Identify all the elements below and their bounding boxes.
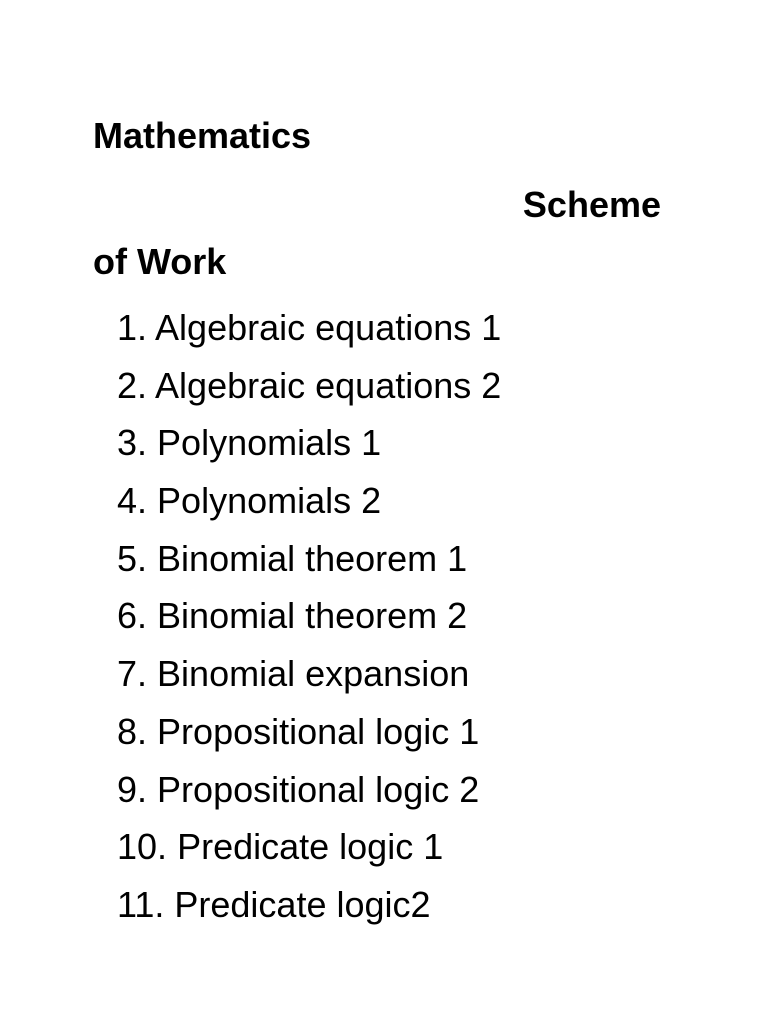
list-item-text: Polynomials 1 <box>157 422 382 464</box>
list-item-text: Predicate logic2 <box>174 883 431 925</box>
list-item <box>117 883 501 941</box>
title-line-mathematics: Mathematics <box>93 115 312 156</box>
list-item <box>117 421 501 479</box>
list-item-number: 8. <box>117 710 148 752</box>
list-item-number: 9. <box>117 768 148 810</box>
list-item-number: 11. <box>117 883 165 925</box>
list-item-text: Binomial expansion <box>157 653 470 695</box>
list-item-number: 5. <box>117 537 148 579</box>
list-item-text: Predicate logic 1 <box>177 826 444 868</box>
list-item-text: Binomial theorem 1 <box>157 537 468 579</box>
list-item-text: Propositional logic 1 <box>157 710 480 752</box>
list-item-text: Binomial theorem 2 <box>157 595 468 637</box>
list-item-text: Algebraic equations 1 <box>155 307 502 348</box>
list-item <box>117 479 501 537</box>
list-item-text: Propositional logic 2 <box>157 768 480 810</box>
list-item-text: Algebraic equations 2 <box>155 364 502 406</box>
list-item <box>117 710 501 768</box>
list-item-number: 2. <box>117 364 148 406</box>
list-item <box>117 594 501 652</box>
topic-list <box>117 306 501 941</box>
title-line-of-work: of Work <box>93 241 227 282</box>
list-item-number: 10. <box>117 826 168 868</box>
list-item <box>117 768 501 826</box>
list-item-text: Polynomials 2 <box>157 480 382 522</box>
list-item-number: 7. <box>117 653 148 695</box>
title-line-scheme: Scheme <box>522 184 661 225</box>
list-item <box>117 537 501 595</box>
list-item <box>117 825 501 883</box>
list-item-number: 1. <box>117 307 148 348</box>
list-item <box>117 364 501 422</box>
list-item-number: 6. <box>117 595 148 637</box>
list-item <box>117 306 501 364</box>
list-item <box>117 652 501 710</box>
list-item-number: 4. <box>117 480 148 522</box>
list-item-number: 3. <box>117 422 148 464</box>
